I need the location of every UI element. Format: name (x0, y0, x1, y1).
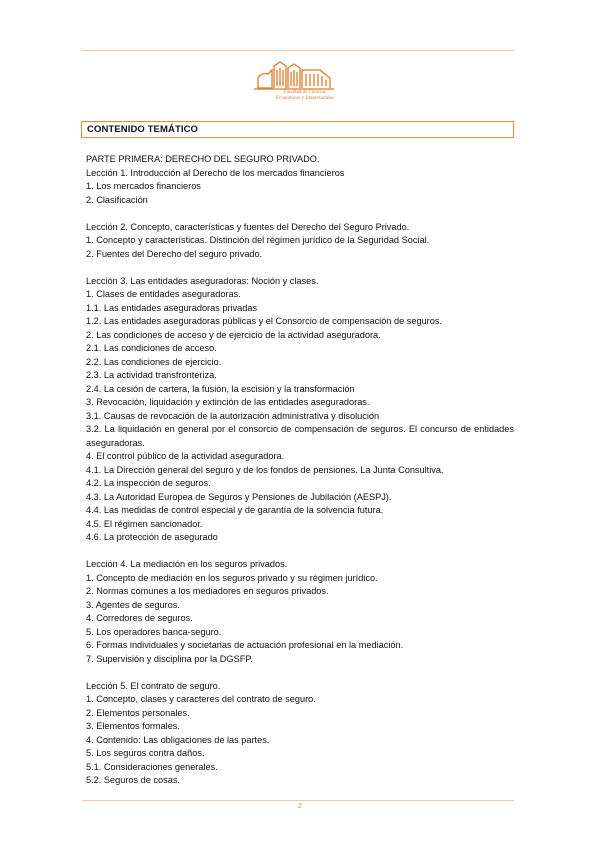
syllabus-item: 4.6. La protección de asegurado (86, 532, 218, 542)
lesson-heading: Lección 4. La mediación en los seguros privados. (86, 559, 288, 569)
logo-line: Facultad de Ciencias (284, 90, 326, 95)
syllabus-item: 3. Agentes de seguros. (86, 599, 180, 610)
lesson-heading: Lección 1. Introducción al Derecho de los mercados financieros (86, 167, 345, 178)
syllabus-item: 1. Clases de entidades aseguradoras. (86, 289, 241, 299)
section-title: CONTENIDO TEMÁTICO (87, 124, 199, 135)
syllabus-item: 6. Formas individuales y societarias de actuación profesional en la mediación. (86, 640, 404, 650)
faculty-logo (250, 58, 350, 116)
blank-line (86, 666, 514, 680)
syllabus-item: 5.1. Consideraciones generales. (86, 761, 218, 772)
syllabus-item: 3.1. Causas de revocación de la autorización administrativa y disolución (86, 410, 380, 421)
logo-line: Económicas y Empresariales (276, 96, 334, 101)
blank-line (86, 545, 514, 559)
syllabus-item: 2. Clasificación (86, 194, 148, 205)
syllabus-item: 4. Corredores de seguros. (86, 613, 193, 623)
syllabus-item: 5.2. Seguros de cosas. (86, 775, 180, 785)
lesson-heading: Lección 3. Las entidades aseguradoras: Noción y clases. (86, 275, 319, 286)
syllabus-item: 7. Supervisión y disciplina por la DGSFP. (86, 653, 253, 664)
syllabus-item: 4. El control público de la actividad aseguradora. (86, 451, 285, 461)
syllabus-item: 2.1. Las condiciones de acceso. (86, 343, 217, 353)
syllabus-item: 2.4. La cesión de cartera, la fusión, la escisión y la transformación (86, 383, 355, 394)
syllabus-item: 1. Los mercados financieros (86, 181, 201, 191)
syllabus-item: 4.5. El régimen sancionador. (86, 518, 203, 529)
syllabus-item: 2. Normas comunes a los mediadores en seguros privados. (86, 586, 329, 596)
syllabus-item: 1.2. Las entidades aseguradoras públicas y el Consorcio de compensación de seguros. (86, 316, 442, 326)
syllabus-content (86, 153, 514, 788)
lesson-heading: Lección 5. El contrato de seguro. (86, 680, 221, 691)
page-number: 2 (298, 803, 302, 810)
syllabus-item: 2.2. Las condiciones de ejercicio. (86, 356, 222, 367)
blank-line (86, 207, 514, 221)
syllabus-item: 1. Concepto, clases y caracteres del contrato de seguro. (86, 694, 316, 704)
syllabus-item: 3.2. La liquidación en general por el consorcio de compensación de seguros. El concurso de entidades aseguradoras. (86, 424, 514, 448)
section-header-box (81, 121, 514, 138)
syllabus-item: 4.2. La inspección de seguros. (86, 478, 211, 488)
lesson-heading: Lección 2. Concepto, características y fuentes del Derecho del Seguro Privado. (86, 221, 410, 232)
syllabus-item: 2. Elementos personales. (86, 707, 190, 718)
syllabus-item: 2. Fuentes del Derecho del seguro privado. (86, 248, 263, 259)
syllabus-item: 3. Revocación, liquidación y extinción de las entidades aseguradoras. (86, 397, 370, 407)
syllabus-item: 4.4. Las medidas de control especial y de garantía de la solvencia futura. (86, 505, 384, 515)
syllabus-item: 2.3. La actividad transfronteriza. (86, 370, 217, 380)
syllabus-item: 4. Contenido: Las obligaciones de las partes. (86, 734, 270, 745)
blank-line (86, 261, 514, 275)
syllabus-item: 4.3. La Autoridad Europea de Seguros y Pensiones de Jubilación (AESPJ). (86, 491, 392, 502)
header-rule (82, 50, 514, 51)
syllabus-item: 2. Las condiciones de acceso y de ejercicio de la actividad aseguradora. (86, 329, 381, 340)
logo-caption (276, 90, 334, 102)
syllabus-item: 5. Los seguros contra daños. (86, 748, 205, 758)
syllabus-item: 1.1. Las entidades aseguradoras privadas (86, 302, 258, 313)
footer-rule (82, 800, 514, 801)
syllabus-item: 1. Concepto y características. Distinción del régimen jurídico de la Seguridad Social. (86, 235, 430, 245)
syllabus-item: 1. Concepto de mediación en los seguros privado y su régimen jurídico. (86, 572, 378, 583)
lesson-heading: PARTE PRIMERA: DERECHO DEL SEGURO PRIVADO. (86, 154, 320, 164)
syllabus-item: 5. Los operadores banca-seguro. (86, 626, 222, 637)
syllabus-item: 4.1. La Dirección general del seguro y de los fondos de pensiones. La Junta Consultiva. (86, 464, 444, 475)
syllabus-item: 3. Elementos formales. (86, 721, 180, 731)
